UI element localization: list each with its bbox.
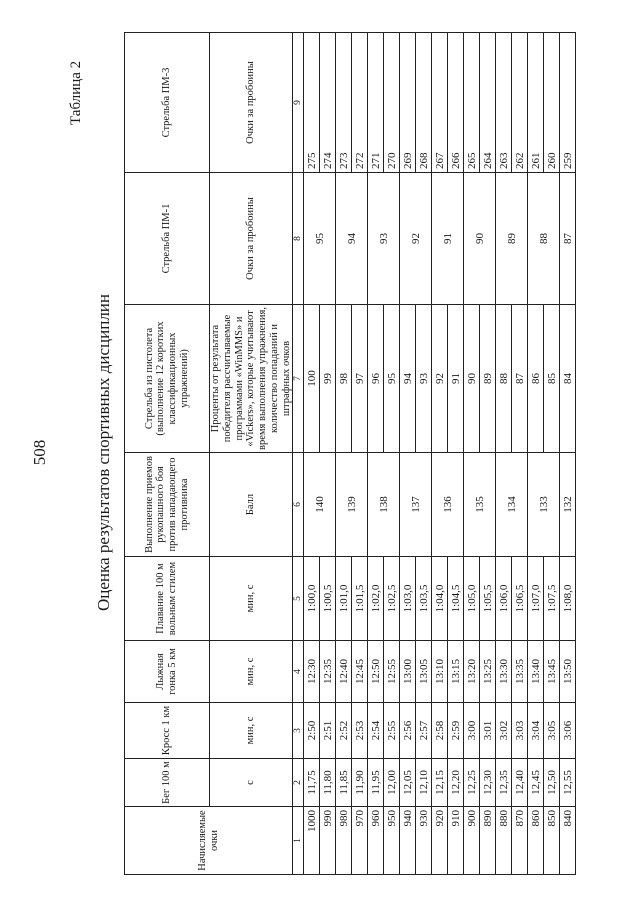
- run100-cell: 12,15: [432, 759, 448, 807]
- swim100-cell: 1:07,5: [544, 557, 560, 641]
- run100-cell: 11,75: [304, 759, 320, 807]
- points-cell: 1000: [304, 807, 320, 875]
- cross1-cell: 2:50: [304, 703, 320, 759]
- pm3-cell: 263: [496, 33, 512, 173]
- header-cross1: Кросс 1 км: [125, 703, 210, 759]
- run100-cell: 11,85: [336, 759, 352, 807]
- pm3-cell: 266: [448, 33, 464, 173]
- points-cell: 880: [496, 807, 512, 875]
- swim100-cell: 1:05,5: [480, 557, 496, 641]
- ski5-cell: 13:35: [512, 641, 528, 703]
- pm3-cell: 273: [336, 33, 352, 173]
- cross1-cell: 2:53: [352, 703, 368, 759]
- pistol-cell: 87: [512, 305, 528, 453]
- pistol-cell: 100: [304, 305, 320, 453]
- pistol-cell: 84: [560, 305, 576, 453]
- points-cell: 860: [528, 807, 544, 875]
- combat-score-cell: 138: [368, 453, 400, 557]
- points-cell: 920: [432, 807, 448, 875]
- points-cell: 930: [416, 807, 432, 875]
- unit-run100: с: [210, 759, 293, 807]
- points-cell: 940: [400, 807, 416, 875]
- combat-score-cell: 132: [560, 453, 576, 557]
- cross1-cell: 2:59: [448, 703, 464, 759]
- cross1-cell: 2:52: [336, 703, 352, 759]
- run100-cell: 12,10: [416, 759, 432, 807]
- run100-cell: 11,90: [352, 759, 368, 807]
- points-cell: 900: [464, 807, 480, 875]
- swim100-cell: 1:06,5: [512, 557, 528, 641]
- combat-score-cell: 137: [400, 453, 432, 557]
- swim100-cell: 1:03,0: [400, 557, 416, 641]
- column-number: 3: [293, 703, 304, 759]
- cross1-cell: 3:06: [560, 703, 576, 759]
- pm3-cell: 262: [512, 33, 528, 173]
- unit-pm1: Очки за пробоины: [210, 173, 293, 305]
- points-cell: 890: [480, 807, 496, 875]
- table-row: [368, 33, 384, 875]
- pistol-cell: 90: [464, 305, 480, 453]
- pistol-cell: 99: [320, 305, 336, 453]
- pm3-cell: 270: [384, 33, 400, 173]
- swim100-cell: 1:05,0: [464, 557, 480, 641]
- ski5-cell: 12:30: [304, 641, 320, 703]
- swim100-cell: 1:04,0: [432, 557, 448, 641]
- points-cell: 840: [560, 807, 576, 875]
- unit-swim100: мин, с: [210, 557, 293, 641]
- cross1-cell: 2:55: [384, 703, 400, 759]
- pm3-cell: 271: [368, 33, 384, 173]
- combat-score-cell: 134: [496, 453, 528, 557]
- cross1-cell: 3:05: [544, 703, 560, 759]
- combat-score-cell: 136: [432, 453, 464, 557]
- ski5-cell: 13:25: [480, 641, 496, 703]
- column-number: 5: [293, 557, 304, 641]
- run100-cell: 12,05: [400, 759, 416, 807]
- cross1-cell: 2:58: [432, 703, 448, 759]
- pistol-cell: 88: [496, 305, 512, 453]
- combat-score-cell: 140: [304, 453, 336, 557]
- table-row: [464, 33, 480, 875]
- pistol-cell: 93: [416, 305, 432, 453]
- column-number: 2: [293, 759, 304, 807]
- unit-combat: Балл: [210, 453, 293, 557]
- swim100-cell: 1:02,0: [368, 557, 384, 641]
- pm3-cell: 267: [432, 33, 448, 173]
- column-number: 4: [293, 641, 304, 703]
- results-table: [124, 32, 576, 875]
- pm3-cell: 269: [400, 33, 416, 173]
- pistol-cell: 89: [480, 305, 496, 453]
- table-row: [528, 33, 544, 875]
- pm1-score-cell: 94: [336, 173, 368, 305]
- swim100-cell: 1:01,0: [336, 557, 352, 641]
- unit-pistol: Проценты от результата победителя рассчитываемые программами «WinMMS» и «Vickers», которые учитывают время выполнения упражнения, количество попаданий и штрафных очков: [210, 305, 293, 453]
- table-row: [432, 33, 448, 875]
- ski5-cell: 13:20: [464, 641, 480, 703]
- points-cell: 990: [320, 807, 336, 875]
- combat-score-cell: 135: [464, 453, 496, 557]
- cross1-cell: 3:00: [464, 703, 480, 759]
- pistol-cell: 98: [336, 305, 352, 453]
- column-number: 6: [293, 453, 304, 557]
- pm3-cell: 275: [304, 33, 320, 173]
- swim100-cell: 1:07,0: [528, 557, 544, 641]
- header-points: Начисляемые очки: [125, 807, 293, 875]
- pm3-cell: 259: [560, 33, 576, 173]
- run100-cell: 12,35: [496, 759, 512, 807]
- ski5-cell: 13:05: [416, 641, 432, 703]
- table-row: [496, 33, 512, 875]
- pistol-cell: 91: [448, 305, 464, 453]
- pm1-score-cell: 91: [432, 173, 464, 305]
- pistol-cell: 97: [352, 305, 368, 453]
- pistol-cell: 95: [384, 305, 400, 453]
- points-cell: 980: [336, 807, 352, 875]
- pm1-score-cell: 89: [496, 173, 528, 305]
- swim100-cell: 1:02,5: [384, 557, 400, 641]
- cross1-cell: 2:54: [368, 703, 384, 759]
- pm1-score-cell: 88: [528, 173, 560, 305]
- cross1-cell: 3:03: [512, 703, 528, 759]
- pm1-score-cell: 92: [400, 173, 432, 305]
- pistol-cell: 85: [544, 305, 560, 453]
- table-title: Оценка результатов спортивных дисциплин: [94, 294, 113, 611]
- unit-ski5: мин, с: [210, 641, 293, 703]
- table-row: [336, 33, 352, 875]
- table-row: [560, 33, 576, 875]
- pm1-score-cell: 93: [368, 173, 400, 305]
- swim100-cell: 1:04,5: [448, 557, 464, 641]
- run100-cell: 12,55: [560, 759, 576, 807]
- ski5-cell: 13:15: [448, 641, 464, 703]
- header-swim100: Плавание 100 м вольным стилем: [125, 557, 210, 641]
- swim100-cell: 1:01,5: [352, 557, 368, 641]
- points-cell: 870: [512, 807, 528, 875]
- header-pistol: Стрельба из пистолета (выполнение 12 коротких классификационных упражнений): [125, 305, 210, 453]
- ski5-cell: 13:10: [432, 641, 448, 703]
- ski5-cell: 12:35: [320, 641, 336, 703]
- column-number-row: [293, 33, 304, 875]
- pm1-score-cell: 90: [464, 173, 496, 305]
- ski5-cell: 12:55: [384, 641, 400, 703]
- header-combat: Выполнение приемов рукопашного боя против нападающего противника: [125, 453, 210, 557]
- pm1-score-cell: 95: [304, 173, 336, 305]
- pm3-cell: 268: [416, 33, 432, 173]
- cross1-cell: 2:57: [416, 703, 432, 759]
- header-pm1: Стрельба ПМ-1: [125, 173, 210, 305]
- column-number: 9: [293, 33, 304, 173]
- cross1-cell: 2:56: [400, 703, 416, 759]
- pm3-cell: 265: [464, 33, 480, 173]
- pm1-score-cell: 87: [560, 173, 576, 305]
- cross1-cell: 2:51: [320, 703, 336, 759]
- table-row: [400, 33, 416, 875]
- combat-score-cell: 139: [336, 453, 368, 557]
- run100-cell: 12,00: [384, 759, 400, 807]
- ski5-cell: 13:40: [528, 641, 544, 703]
- points-cell: 960: [368, 807, 384, 875]
- ski5-cell: 13:30: [496, 641, 512, 703]
- pm3-cell: 260: [544, 33, 560, 173]
- pm3-cell: 261: [528, 33, 544, 173]
- column-number: 1: [293, 807, 304, 875]
- header-ski5: Лыжная гонка 5 км: [125, 641, 210, 703]
- pm3-cell: 264: [480, 33, 496, 173]
- run100-cell: 12,30: [480, 759, 496, 807]
- run100-cell: 11,80: [320, 759, 336, 807]
- swim100-cell: 1:08,0: [560, 557, 576, 641]
- ski5-cell: 13:00: [400, 641, 416, 703]
- pistol-cell: 96: [368, 305, 384, 453]
- ski5-cell: 12:45: [352, 641, 368, 703]
- points-cell: 950: [384, 807, 400, 875]
- run100-cell: 11,95: [368, 759, 384, 807]
- swim100-cell: 1:00,0: [304, 557, 320, 641]
- run100-cell: 12,40: [512, 759, 528, 807]
- pistol-cell: 86: [528, 305, 544, 453]
- column-number: 7: [293, 305, 304, 453]
- swim100-cell: 1:06,0: [496, 557, 512, 641]
- run100-cell: 12,50: [544, 759, 560, 807]
- page-number: 508: [30, 439, 49, 466]
- run100-cell: 12,20: [448, 759, 464, 807]
- ski5-cell: 12:50: [368, 641, 384, 703]
- ski5-cell: 13:45: [544, 641, 560, 703]
- cross1-cell: 3:02: [496, 703, 512, 759]
- points-cell: 850: [544, 807, 560, 875]
- run100-cell: 12,25: [464, 759, 480, 807]
- points-cell: 970: [352, 807, 368, 875]
- ski5-cell: 12:40: [336, 641, 352, 703]
- pistol-cell: 94: [400, 305, 416, 453]
- points-cell: 910: [448, 807, 464, 875]
- cross1-cell: 3:04: [528, 703, 544, 759]
- header-pm3: Стрельба ПМ-3: [125, 33, 210, 173]
- unit-pm3: Очки за пробоины: [210, 33, 293, 173]
- cross1-cell: 3:01: [480, 703, 496, 759]
- pm3-cell: 272: [352, 33, 368, 173]
- pm3-cell: 274: [320, 33, 336, 173]
- swim100-cell: 1:03,5: [416, 557, 432, 641]
- swim100-cell: 1:00,5: [320, 557, 336, 641]
- ski5-cell: 13:50: [560, 641, 576, 703]
- table-label: Таблица 2: [68, 60, 84, 125]
- run100-cell: 12,45: [528, 759, 544, 807]
- column-number: 8: [293, 173, 304, 305]
- combat-score-cell: 133: [528, 453, 560, 557]
- pistol-cell: 92: [432, 305, 448, 453]
- unit-cross1: мин, с: [210, 703, 293, 759]
- header-run100: Бег 100 м: [125, 759, 210, 807]
- table-row: [304, 33, 320, 875]
